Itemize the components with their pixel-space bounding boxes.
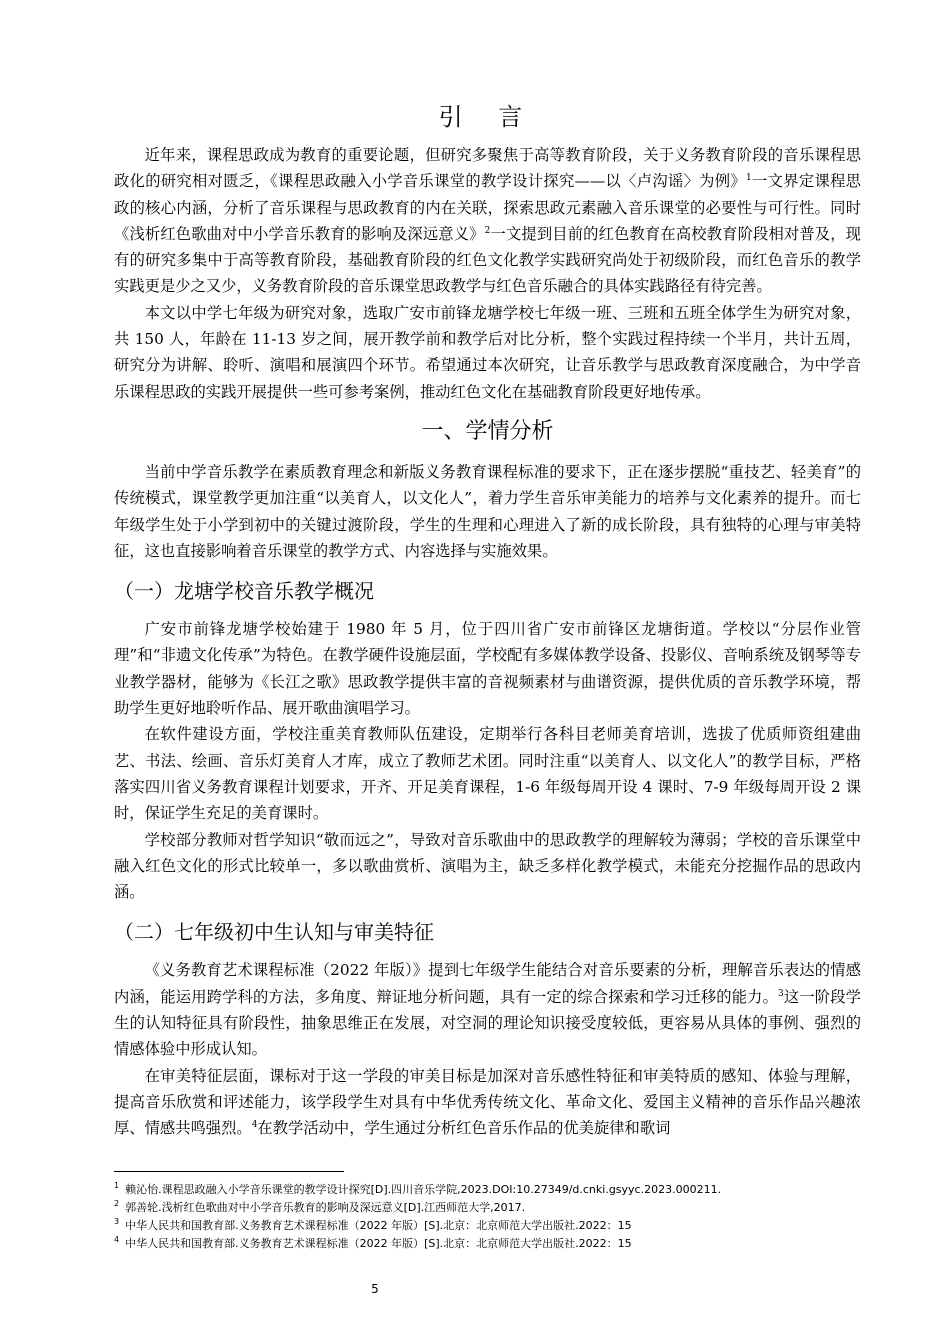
page-title: 引 言: [438, 103, 537, 131]
subsection2-text-1b: 这一阶段学生的认知特征具有阶段性，抽象思维正在发展，对空洞的理论知识接受度较低，更容易从具体的事例、强烈的情感体验中形成认知。: [114, 987, 861, 1059]
footnote-item: [114, 1199, 861, 1217]
section1-paragraph-1: 当前中学音乐教学在素质教育理念和新版义务教育课程标准的要求下，正在逐步摆脱“重技艺、轻美育”的传统模式，课堂教学更加注重“以美育人，以文化人”，着力学生音乐审美能力的培养与文化素养的提升。而七年级学生处于小学到初中的关键过渡阶段，学生的生理和心理进入了新的成长阶段，具有独特的心理与审美特征，这也直接影响着音乐课堂的教学方式、内容选择与实施效果。: [114, 462, 861, 560]
subsection-heading-1: （一）龙塘学校音乐教学概况: [114, 579, 374, 604]
subsection1-paragraph-3: 学校部分教师对哲学知识“敬而远之”，导致对音乐歌曲中的思政教学的理解较为薄弱；学校的音乐课堂中融入红色文化的形式比较单一，多以歌曲赏析、演唱为主，缺乏多样化教学模式，未能充分挖掘作品的思政内涵。: [114, 830, 861, 902]
subsection2-text-2b: 在教学活动中，学生通过分析红色音乐作品的优美旋律和歌词: [257, 1119, 671, 1138]
subsection1-paragraph-2: 在软件建设方面，学校注重美育教师队伍建设，定期举行各科目老师美育培训，选拔了优质师资组建曲艺、书法、绘画、音乐灯美育人才库，成立了教师艺术团。同时注重“以美育人、以文化人”的教学目标，严格落实四川省义务教育课程计划要求，开齐、开足美育课程，1-6 年级每周开设 4 课时、7-9 年级每周开设 2 课时，保证学生充足的美育课时。: [114, 725, 861, 823]
footnote-text: 中华人民共和国教育部.义务教育艺术课程标准（2022 年版）[S].北京：北京师范大学出版社.2022：15: [125, 1219, 632, 1232]
page-body: [114, 100, 861, 1142]
footnote-item: [114, 1181, 861, 1199]
intro-paragraph-1: [114, 142, 861, 300]
subsection-heading-2: （二）七年级初中生认知与审美特征: [114, 920, 434, 945]
subsection2-text-1a: 《义务教育艺术课程标准（2022 年版）》提到七年级学生能结合对音乐要素的分析，理解音乐表达的情感内涵，能运用跨学科的方法，多角度、辩证地分析问题，具有一定的综合探索和学习迁移的能力。: [114, 961, 861, 1006]
section-heading-1: 一、学情分析: [421, 418, 554, 444]
footnote-item: [114, 1217, 861, 1235]
footnote-number: 1: [114, 1181, 120, 1191]
intro-paragraph-2: 本文以中学七年级为研究对象，选取广安市前锋龙塘学校七年级一班、三班和五班全体学生为研究对象，共 150 人，年龄在 11-13 岁之间，展开教学前和教学后对比分析，整个实践过程持续一个半月，共计五周，研究分为讲解、聆听、演唱和展演四个环节。希望通过本次研究，让音乐教学与思政教育深度融合，为中学音乐课程思政的实践开展提供一些可参考案例，推动红色文化在基础教育阶段更好地传承。: [114, 303, 861, 401]
footnote-text: 中华人民共和国教育部.义务教育艺术课程标准（2022 年版）[S].北京：北京师范大学出版社.2022：15: [125, 1237, 632, 1250]
footnote-number: 3: [114, 1217, 120, 1227]
intro-text-1c: 一文提到目前的红色教育在高校教育阶段相对普及，现有的研究多集中于高等教育阶段，基础教育阶段的红色文化教学实践研究尚处于初级阶段，而红色音乐的教学实践更是少之又少，义务教育阶段的音乐课堂思政教学与红色音乐融合的具体实践路径有待完善。: [114, 224, 861, 296]
footnote-ref-3[interactable]: 3: [778, 988, 784, 999]
footnote-number: 4: [114, 1235, 120, 1245]
footnote-separator: [114, 1171, 344, 1172]
footnotes: [114, 1181, 861, 1253]
subsection1-paragraph-1: 广安市前锋龙塘学校始建于 1980 年 5 月，位于四川省广安市前锋区龙塘街道。学校以“分层作业管理”和“非遗文化传承”为特色。在教学硬件设施层面，学校配有多媒体教学设备、投影仪、音响系统及钢琴等专业教学器材，能够为《长江之歌》思政教学提供丰富的音视频素材与曲谱资源，提供优质的音乐教学环境，帮助学生更好地聆听作品、展开歌曲演唱学习。: [114, 620, 861, 718]
page-number: 5: [371, 1282, 379, 1296]
footnote-number: 2: [114, 1199, 120, 1209]
footnote-text: 赖沁怡.课程思政融入小学音乐课堂的教学设计探究[D].四川音乐学院,2023.DOI:10.27349/d.cnki.gsyyc.2023.000211.: [125, 1183, 722, 1196]
footnote-text: 郭善轮.浅析红色歌曲对中小学音乐教育的影响及深远意义[D].江西师范大学,2017.: [125, 1201, 526, 1214]
intro-text-1a: 近年来，课程思政成为教育的重要论题，但研究多聚焦于高等教育阶段，关于义务教育阶段的音乐课程思政化的研究相对匮乏，《课程思政融入小学音乐课堂的教学设计探究——以〈卢沟谣〉为例》: [114, 146, 861, 191]
subsection2-paragraph-2: [114, 1063, 861, 1142]
footnote-ref-2[interactable]: 2: [484, 225, 491, 236]
subsection2-paragraph-1: [114, 957, 861, 1062]
subsection2-text-2a: 在审美特征层面，课标对于这一学段的审美目标是加深对音乐感性特征和审美特质的感知、体验与理解，提高音乐欣赏和评述能力，该学段学生对具有中华优秀传统文化、革命文化、爱国主义精神的音乐作品兴趣浓厚、情感共鸣强烈。: [114, 1066, 861, 1138]
footnote-ref-1[interactable]: 1: [745, 173, 752, 184]
intro-text-1b: 一文界定课程思政的核心内涵，分析了音乐课程与思政教育的内在关联，探索思政元素融入音乐课堂的必要性与可行性。同时《浅析红色歌曲对中小学音乐教育的影响及深远意义》: [114, 172, 861, 243]
footnote-ref-4[interactable]: 4: [251, 1120, 258, 1131]
footnote-item: [114, 1235, 861, 1253]
